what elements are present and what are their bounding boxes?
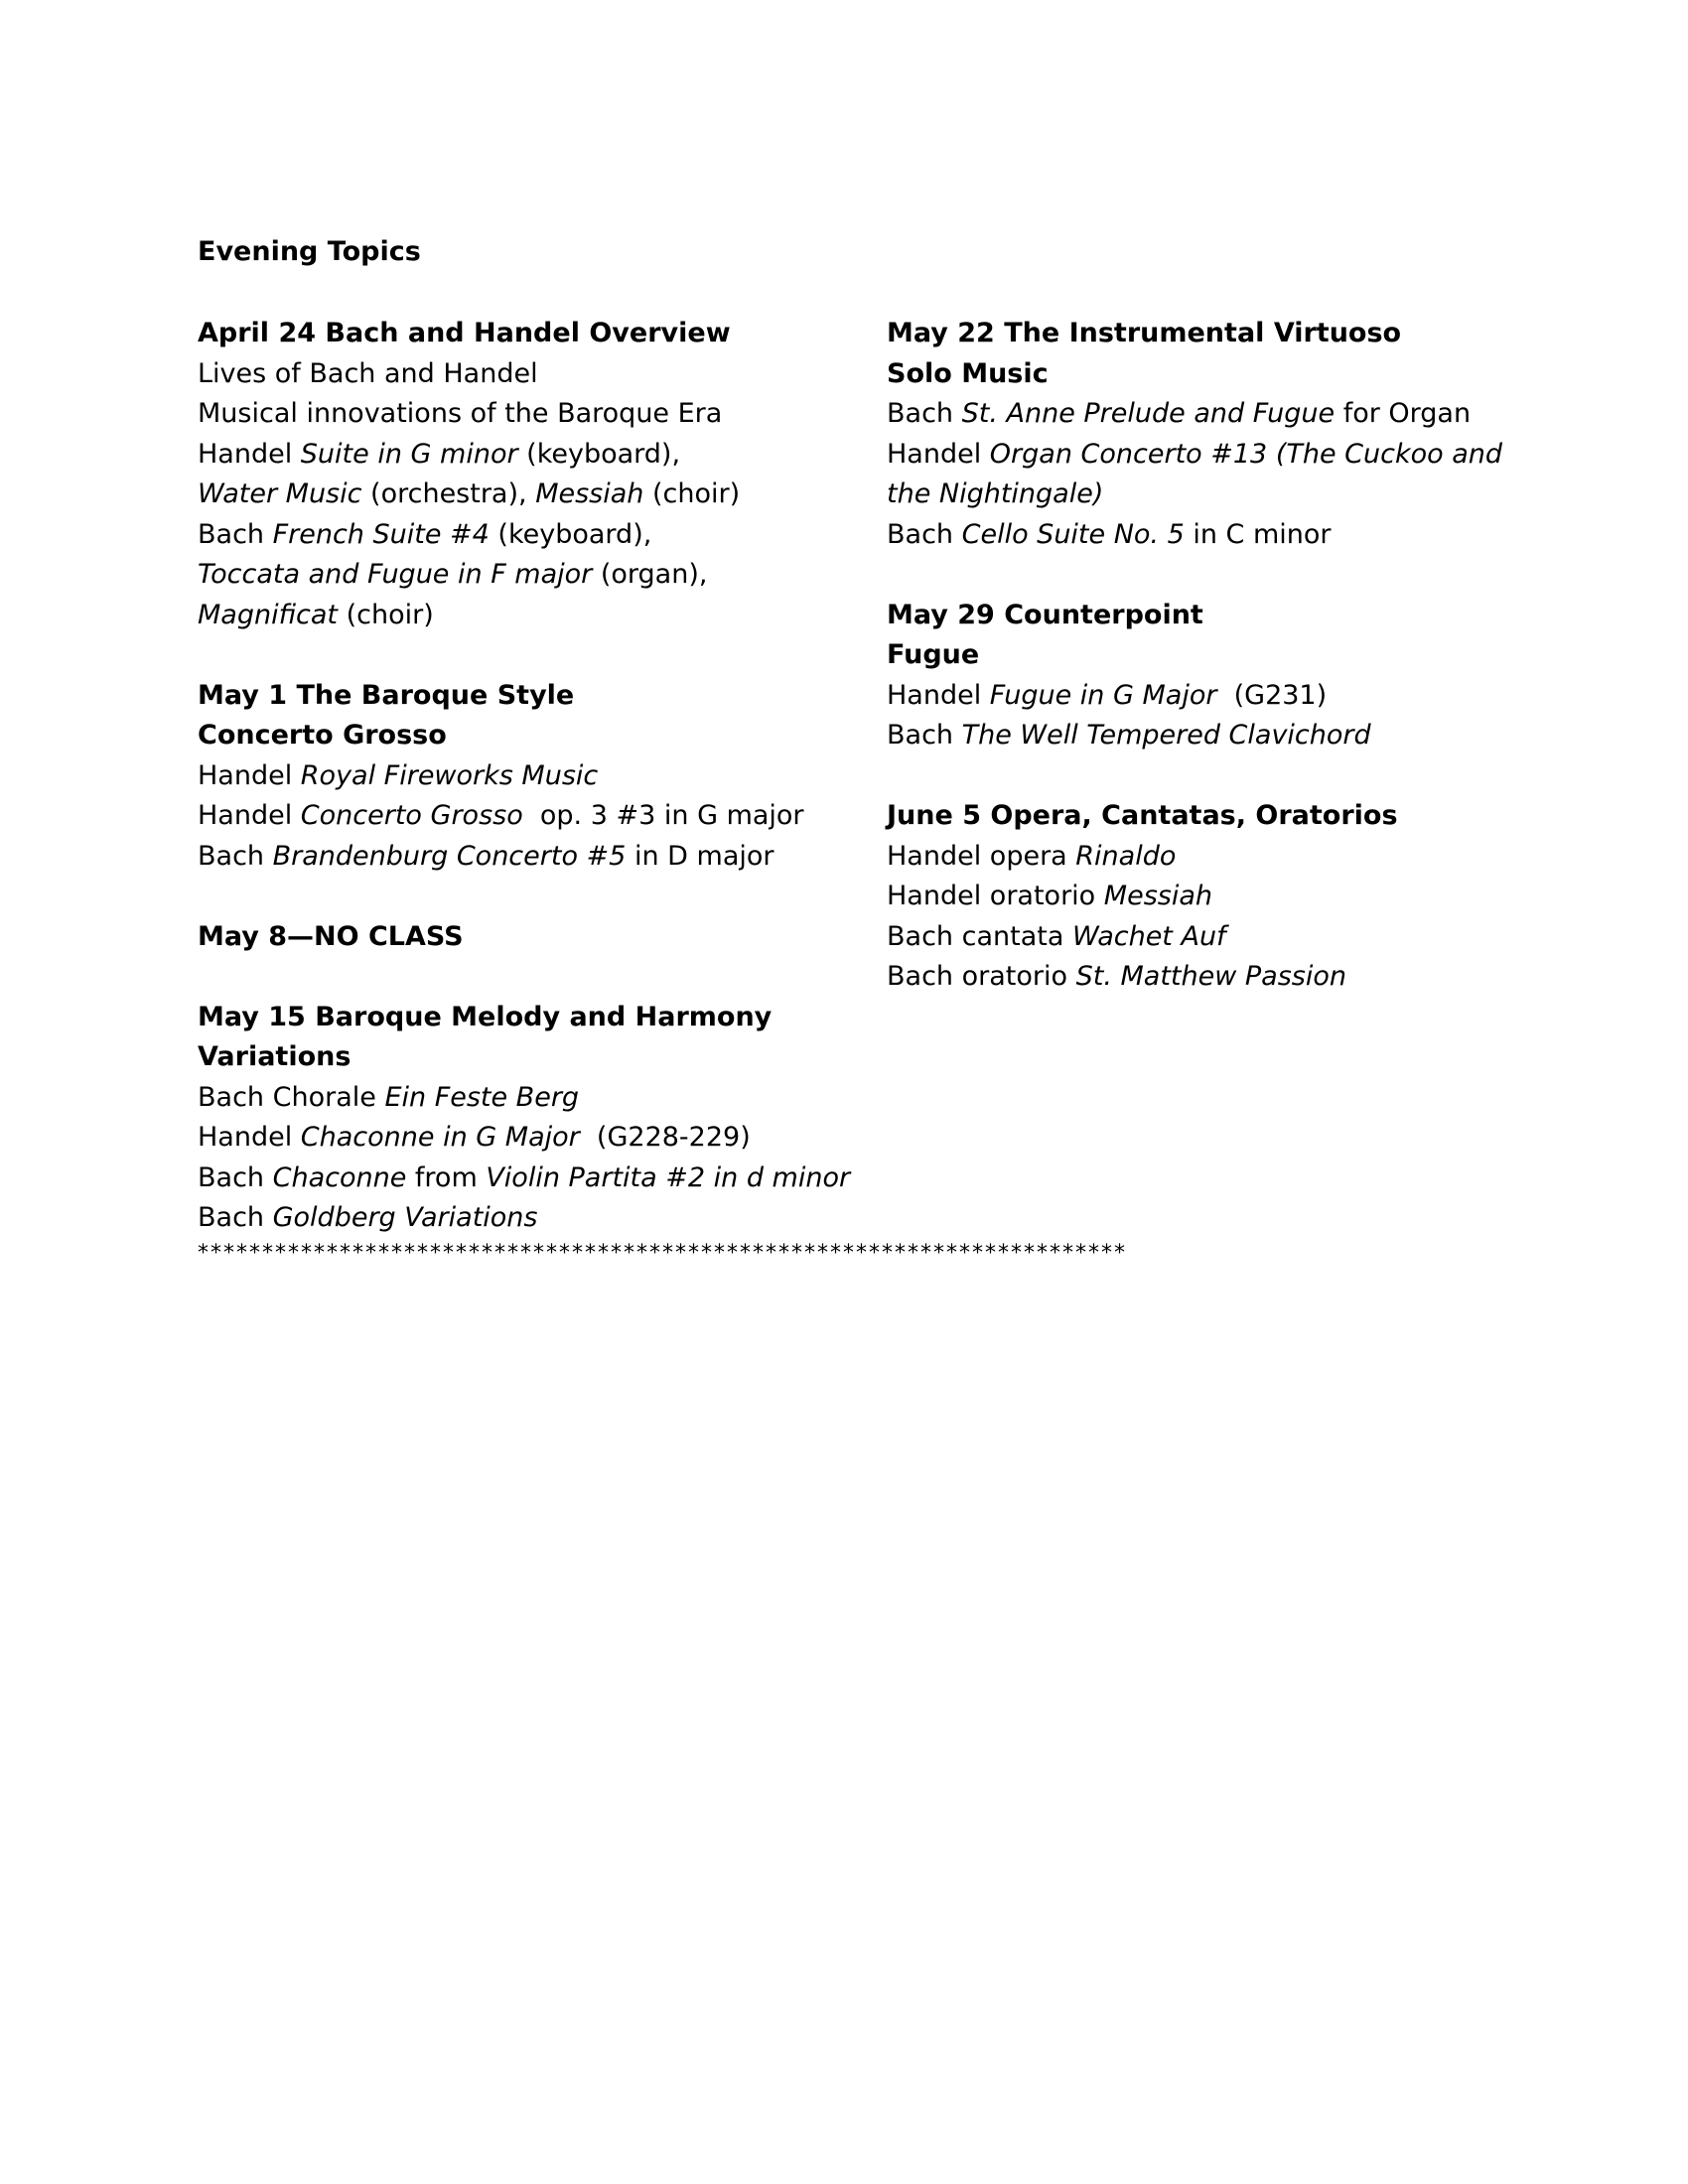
session-heading: May 1 The Baroque Style (198, 679, 575, 711)
session-block (198, 917, 873, 958)
work-title: The Well Tempered Clavichord (961, 720, 1371, 751)
line-text: Bach (198, 1161, 273, 1193)
work-title: Cello Suite No. 5 (961, 518, 1185, 550)
work-title: Toccata and Fugue in F major (198, 559, 593, 590)
work-title: Water Music (198, 478, 362, 509)
line-text: Handel (198, 1122, 301, 1153)
line-text: Bach (198, 1202, 273, 1233)
line-text: Bach (887, 720, 962, 751)
left-column (198, 314, 873, 1279)
line-text: Lives of Bach and Handel (198, 357, 538, 389)
asterisk-divider: ************************************************************************ (198, 1241, 1127, 1266)
session-subheading: Concerto Grosso (198, 720, 447, 751)
topic-line (198, 435, 873, 476)
session-block (887, 596, 1602, 756)
topic-line (198, 596, 873, 636)
line-text: in C minor (1184, 518, 1332, 550)
topic-line (887, 515, 1602, 556)
topic-line (198, 555, 873, 596)
session-heading: May 22 The Instrumental Virtuoso (887, 318, 1402, 348)
session-block (198, 314, 873, 635)
work-title: Royal Fireworks Music (300, 759, 599, 791)
work-title: Violin Partita #2 in d minor (486, 1161, 851, 1193)
topic-line (198, 756, 873, 797)
topic-line (198, 394, 873, 435)
topic-line (198, 354, 873, 395)
topic-line (198, 796, 873, 837)
page-title: Evening Topics (198, 236, 421, 267)
topic-line (198, 1159, 873, 1199)
work-title: Messiah (535, 478, 644, 509)
topic-line (887, 877, 1602, 917)
session-block (198, 676, 873, 878)
work-title: Suite in G minor (300, 438, 518, 470)
line-text: (keyboard), (489, 518, 652, 550)
line-text: Musical innovations of the Baroque Era (198, 398, 723, 429)
topic-line (198, 1198, 873, 1239)
work-title: Chaconne in G Major (300, 1122, 580, 1153)
topic-line (198, 1118, 873, 1159)
session-heading: June 5 Opera, Cantatas, Oratorios (887, 800, 1398, 831)
work-title: Goldberg Variations (272, 1202, 538, 1233)
topic-line (887, 716, 1602, 756)
session-block (887, 314, 1602, 555)
line-text: Bach (887, 518, 962, 550)
session-heading: May 29 Counterpoint (887, 599, 1203, 630)
session-subheading: Fugue (887, 639, 980, 670)
topic-line (198, 1078, 873, 1119)
line-text: Bach oratorio (887, 961, 1076, 992)
line-text: (organ), (592, 559, 708, 590)
topic-line (198, 475, 873, 515)
topic-line (198, 837, 873, 878)
work-title: Fugue in G Major (989, 679, 1217, 711)
line-text: for Organ (1335, 398, 1472, 429)
line-text: Handel (198, 800, 301, 831)
line-text: Handel (887, 679, 990, 711)
work-title: Ein Feste Berg (384, 1081, 580, 1113)
right-column (887, 314, 1602, 1037)
line-text: (G231) (1216, 679, 1328, 711)
line-text: (orchestra), (361, 478, 536, 509)
line-text: Handel (887, 438, 990, 470)
line-text: Handel oratorio (887, 881, 1104, 911)
line-text: (G228-229) (579, 1122, 751, 1153)
line-text: Bach (198, 840, 273, 872)
session-heading: May 15 Baroque Melody and Harmony (198, 1001, 773, 1032)
session-subheading: Variations (198, 1041, 352, 1072)
line-text: Bach Chorale (198, 1081, 385, 1113)
line-text: in D major (626, 840, 774, 872)
session-block (198, 998, 873, 1239)
line-text: (choir) (338, 599, 434, 630)
work-title: St. Anne Prelude and Fugue (961, 398, 1336, 429)
line-text: Handel (198, 438, 301, 470)
work-title: Messiah (1103, 881, 1212, 911)
line-text: from (406, 1161, 487, 1193)
work-title: Organ Concerto #13 (The Cuckoo and (989, 438, 1503, 470)
line-text: Bach cantata (887, 920, 1072, 952)
session-heading: May 8—NO CLASS (198, 920, 464, 952)
line-text: op. 3 #3 in G major (522, 800, 804, 831)
work-title: French Suite #4 (272, 518, 490, 550)
session-heading: April 24 Bach and Handel Overview (198, 318, 731, 348)
work-title: Chaconne (272, 1161, 407, 1193)
topic-line (887, 917, 1602, 958)
topic-line (887, 394, 1602, 435)
topic-line (198, 515, 873, 556)
topic-line (887, 957, 1602, 998)
line-text: Handel (198, 759, 301, 791)
work-title: Concerto Grosso (300, 800, 523, 831)
work-title: Wachet Auf (1071, 920, 1226, 952)
line-text: (choir) (643, 478, 741, 509)
work-title: Brandenburg Concerto #5 (272, 840, 627, 872)
line-text: Bach (887, 398, 962, 429)
session-subheading: Solo Music (887, 357, 1049, 389)
line-text: (keyboard), (517, 438, 681, 470)
session-block (887, 796, 1602, 998)
topic-line (887, 435, 1602, 476)
topic-line (887, 837, 1602, 878)
work-title: Rinaldo (1075, 840, 1177, 872)
topic-line (887, 676, 1602, 717)
topic-line (887, 475, 1602, 515)
work-title: Magnificat (198, 599, 339, 630)
line-text: Handel opera (887, 840, 1076, 872)
work-title: the Nightingale) (887, 478, 1104, 509)
line-text: Bach (198, 518, 273, 550)
work-title: St. Matthew Passion (1075, 961, 1346, 992)
